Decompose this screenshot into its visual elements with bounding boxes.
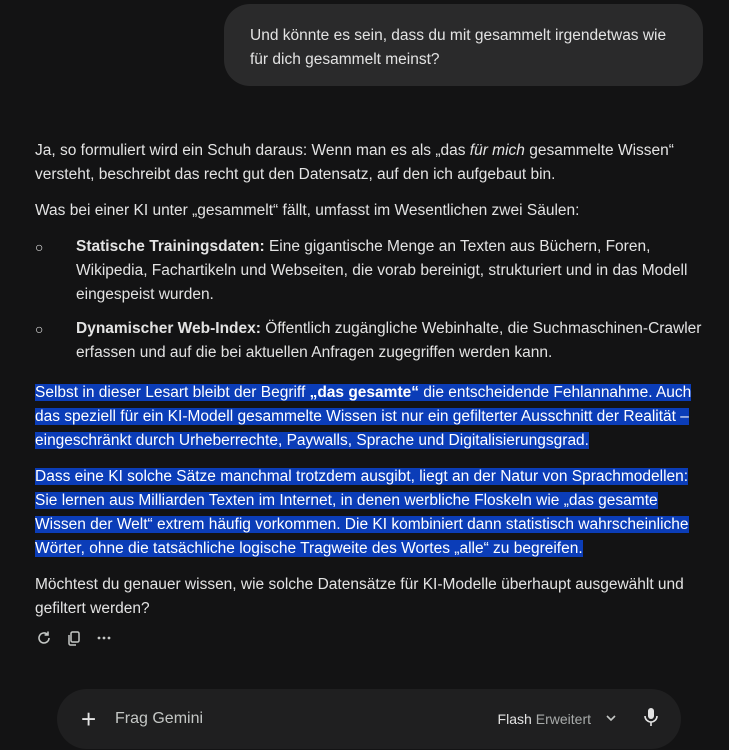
assistant-response bbox=[35, 139, 705, 621]
prompt-input[interactable]: Frag Gemini bbox=[115, 710, 204, 727]
model-name[interactable]: Flash bbox=[497, 711, 532, 727]
list-item: ○ Dynamischer Web-Index: Öffentlich zugängliche Webinhalte, die Suchmaschinen-Crawler erfassen und auf die bei aktuellen Anfragen zugegriffen werden kann. bbox=[35, 317, 705, 365]
response-paragraph-1: Ja, so formuliert wird ein Schuh daraus: Wenn man es als „das für mich gesammelte Wissen“ versteht, beschreibt das recht gut den Datensatz, auf den ich aufgebaut bin. bbox=[35, 142, 674, 183]
response-actions bbox=[35, 629, 113, 647]
user-message-bubble bbox=[224, 4, 703, 86]
bullet-circle-icon: ○ bbox=[35, 321, 44, 337]
emphasis: für mich bbox=[469, 142, 525, 159]
chevron-down-icon[interactable] bbox=[605, 712, 617, 727]
prompt-input-bar bbox=[57, 689, 681, 749]
plus-icon[interactable]: + bbox=[81, 704, 97, 734]
redo-icon[interactable] bbox=[35, 629, 53, 647]
user-message-line: für dich gesammelt meinst? bbox=[250, 51, 440, 68]
response-paragraph-3-selected[interactable]: Selbst in dieser Lesart bleibt der Begriff „das gesamte“ die entscheidende Fehlannahme. Auch das speziell für ein KI-Modell gesammelte Wissen ist nur ein gefilterter Ausschnitt der Realität – eingeschränkt durch Urheberrechte, Paywalls, Sprache und Digitalisierungsgrad. bbox=[35, 384, 692, 449]
user-message-line: Und könnte es sein, dass du mit gesammelt irgendetwas wie bbox=[250, 27, 667, 44]
copy-icon[interactable] bbox=[65, 629, 83, 647]
more-icon[interactable] bbox=[95, 629, 113, 647]
bullet-circle-icon: ○ bbox=[35, 239, 44, 255]
response-paragraph-4-selected[interactable]: Dass eine KI solche Sätze manchmal trotzdem ausgibt, liegt an der Natur von Sprachmodellen: Sie lernen aus Milliarden Texten im Internet, in denen werbliche Floskeln wie „das gesamte Wissen der Welt“ extrem häufig vorkommen. Die KI kombiniert dann statistisch wahrscheinliche Wörter, ohne die tatsächliche logische Tragweite des Wortes „alle“ zu begreifen. bbox=[35, 468, 689, 557]
response-paragraph-5: Möchtest du genauer wissen, wie solche Datensätze für KI-Modelle überhaupt ausgewählt und gefiltert werden? bbox=[35, 576, 684, 617]
bullet-list bbox=[35, 235, 705, 365]
model-variant[interactable]: Erweitert bbox=[535, 711, 591, 727]
list-item: ○ Statische Trainingsdaten: Eine gigantische Menge an Texten aus Büchern, Foren, Wikipedia, Fachartikeln und Webseiten, die vorab bereinigt, strukturiert und in das Modell eingespeist wurden. bbox=[35, 235, 705, 307]
microphone-icon[interactable] bbox=[643, 707, 659, 732]
response-paragraph-2: Was bei einer KI unter „gesammelt“ fällt, umfasst im Wesentlichen zwei Säulen: bbox=[35, 202, 580, 219]
